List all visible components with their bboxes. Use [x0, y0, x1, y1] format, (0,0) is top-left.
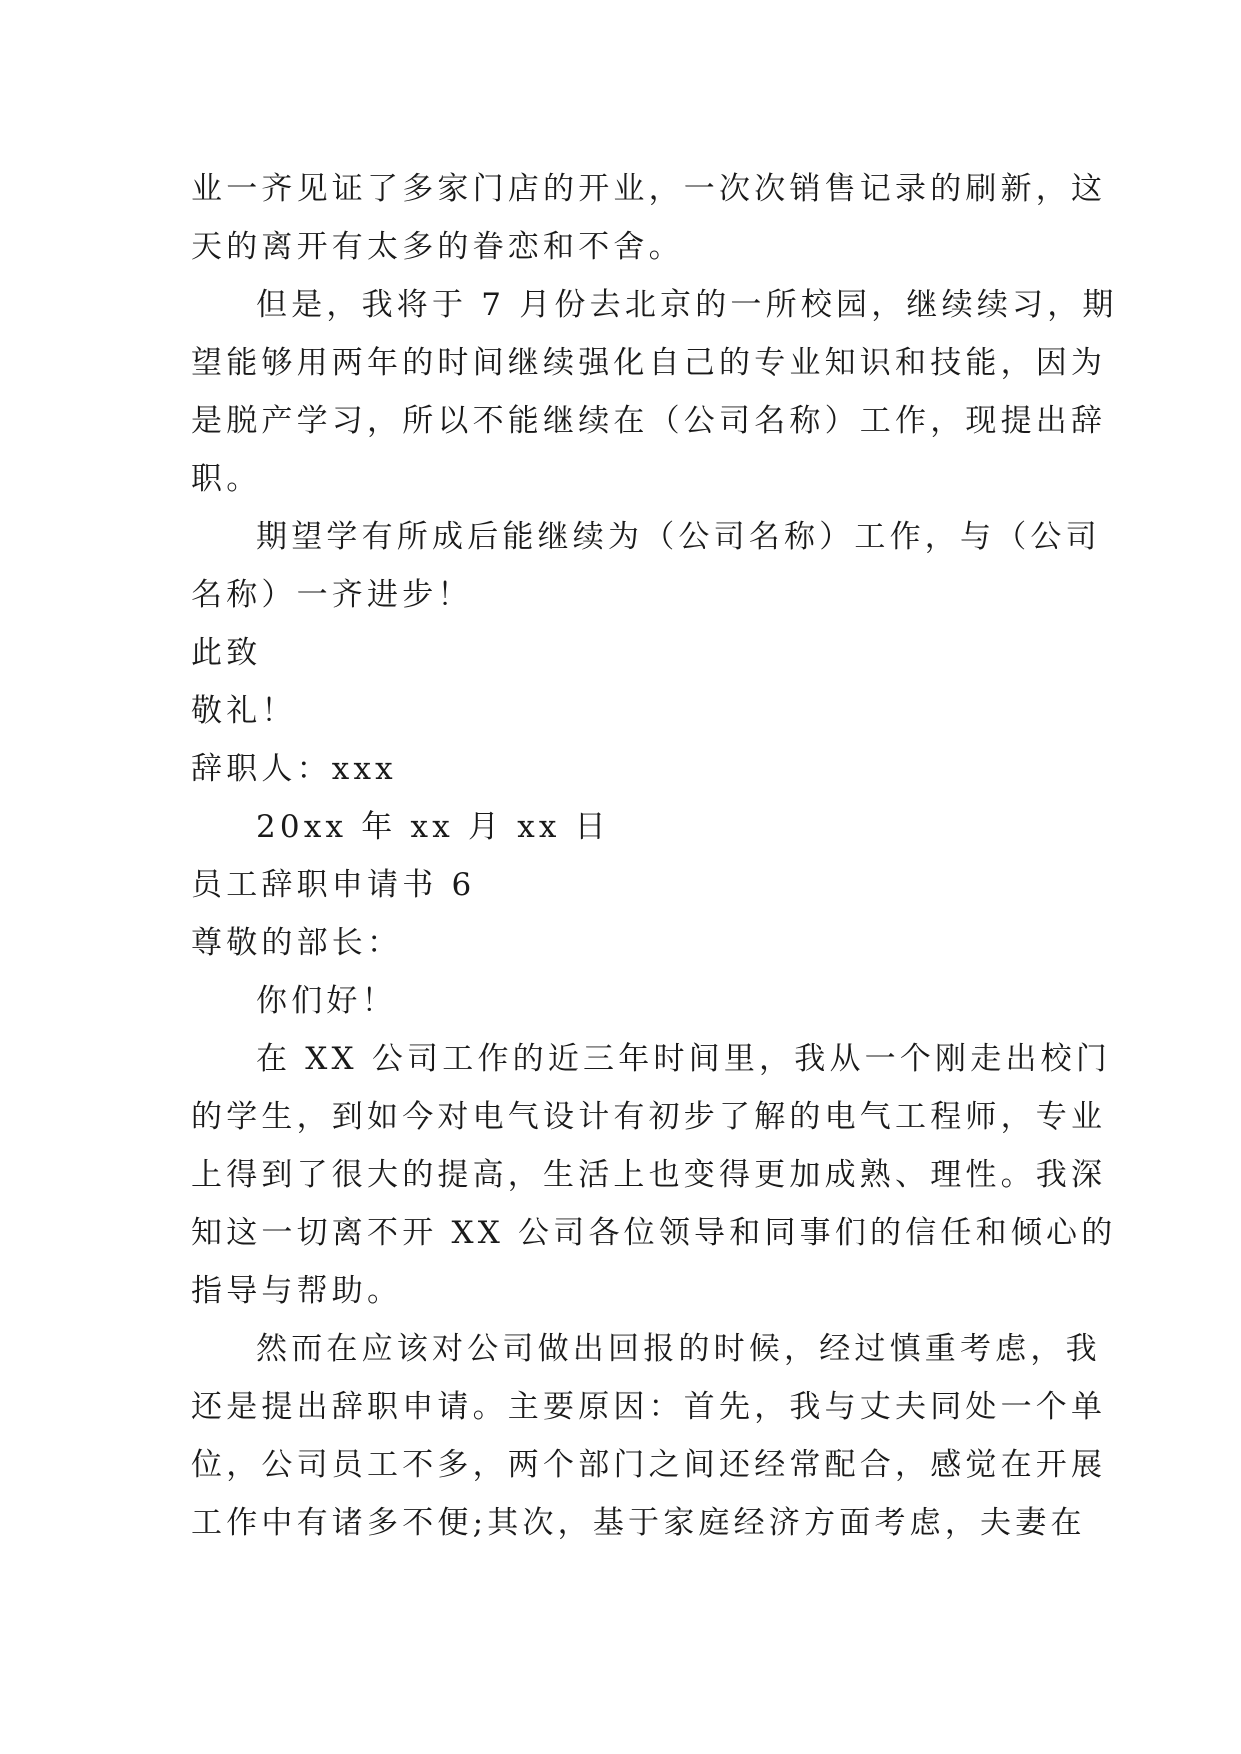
- closing-regards: 敬礼！: [191, 693, 297, 729]
- text-line: 名称）一齐进步！: [191, 577, 473, 613]
- closing-salutation: 此致: [191, 635, 262, 671]
- text-line: 知这一切离不开 XX 公司各位领导和同事们的信任和倾心的: [191, 1215, 1117, 1251]
- letter-body: [191, 160, 1118, 1552]
- text-line: 业一齐见证了多家门店的开业，一次次销售记录的刷新，这: [191, 171, 1107, 207]
- text-line: 职。: [191, 461, 262, 497]
- greeting-line: 尊敬的部长：: [191, 925, 403, 961]
- signature-line: 辞职人：xxx: [191, 751, 397, 787]
- text-line: 位，公司员工不多，两个部门之间还经常配合，感觉在开展: [191, 1447, 1107, 1483]
- text-line: 在 XX 公司工作的近三年时间里，我从一个刚走出校门: [256, 1041, 1112, 1077]
- text-line: 工作中有诸多不便;其次，基于家庭经济方面考虑，夫妻在: [191, 1505, 1086, 1541]
- text-line: 望能够用两年的时间继续强化自己的专业知识和技能，因为: [191, 345, 1107, 381]
- text-line: 天的离开有太多的眷恋和不舍。: [191, 229, 684, 265]
- text-line: 是脱产学习，所以不能继续在（公司名称）工作，现提出辞: [191, 403, 1107, 439]
- text-line: 还是提出辞职申请。主要原因：首先，我与丈夫同处一个单: [191, 1389, 1107, 1425]
- text-line: 的学生，到如今对电气设计有初步了解的电气工程师，专业: [191, 1099, 1107, 1135]
- text-line: 但是，我将于 7 月份去北京的一所校园，继续续习，期: [256, 287, 1118, 323]
- text-line: 期望学有所成后能继续为（公司名称）工作，与（公司: [256, 519, 1101, 555]
- text-line: 指导与帮助。: [191, 1273, 403, 1309]
- date-line: 20xx 年 xx 月 xx 日: [256, 809, 610, 845]
- section-title: 员工辞职申请书 6: [191, 867, 476, 903]
- greeting-line: 你们好！: [256, 983, 397, 1019]
- text-line: 然而在应该对公司做出回报的时候，经过慎重考虑，我: [256, 1331, 1101, 1367]
- text-line: 上得到了很大的提高，生活上也变得更加成熟、理性。我深: [191, 1157, 1107, 1193]
